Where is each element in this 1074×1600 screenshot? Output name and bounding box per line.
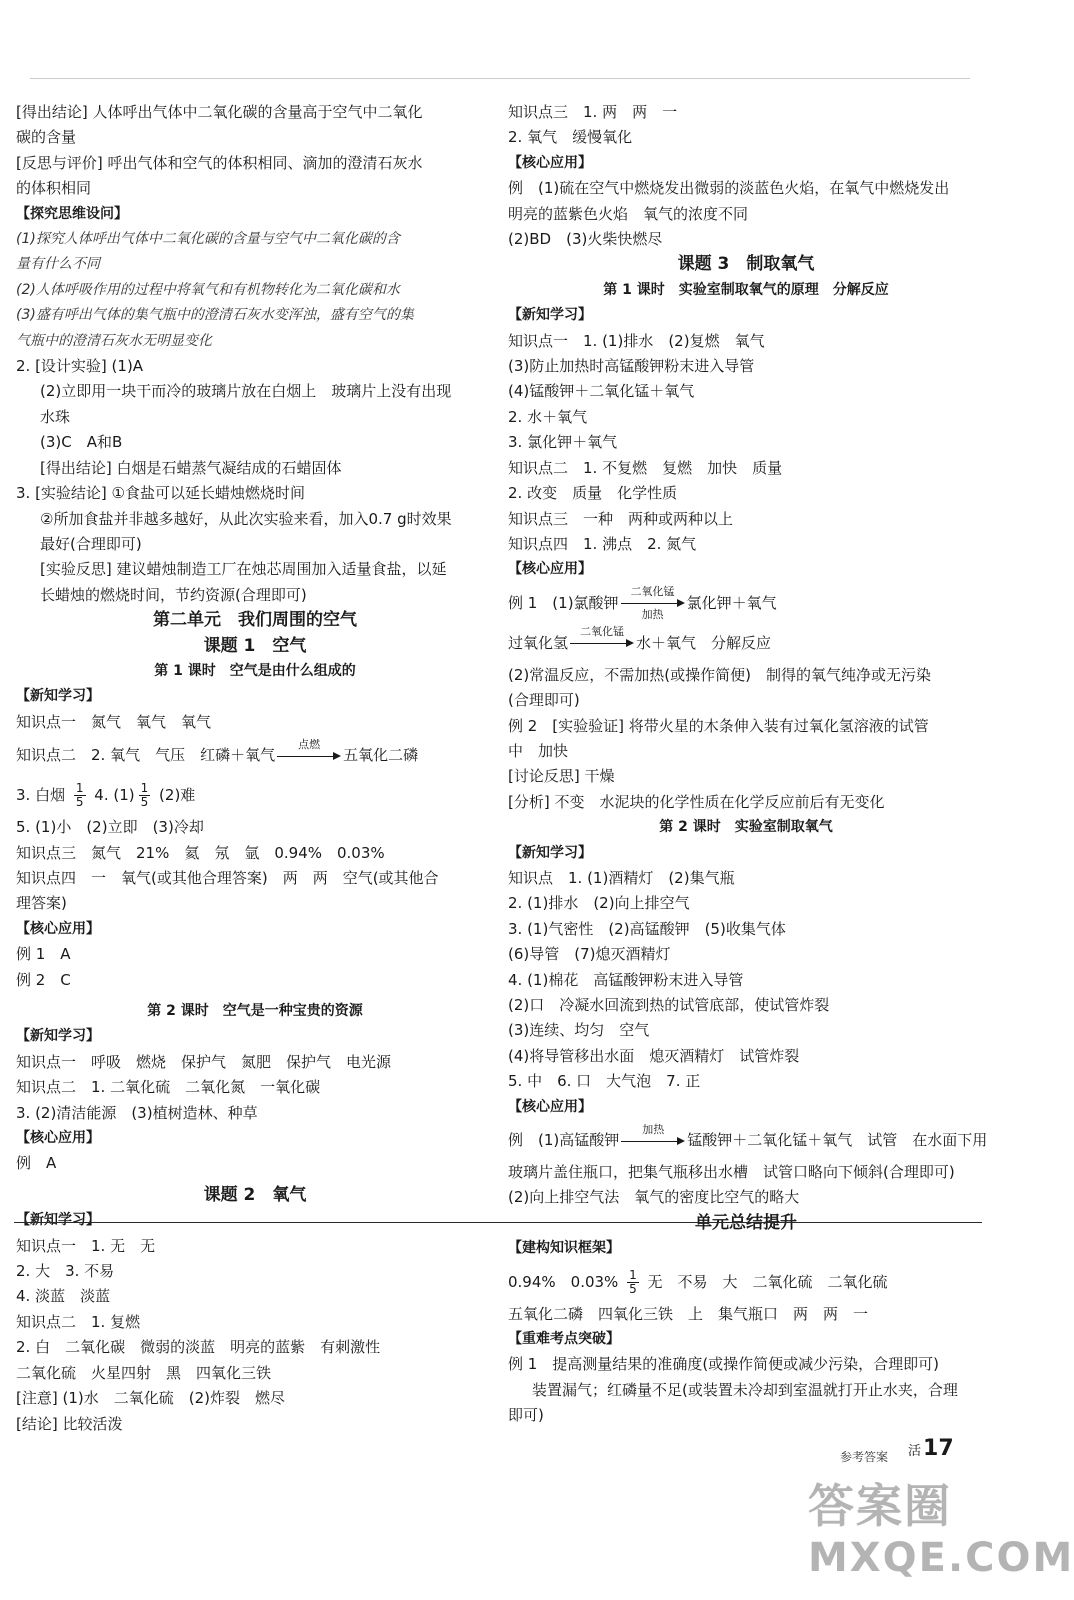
text-line: 知识点三 1. 两 两 一	[508, 103, 678, 121]
text-line: 知识点二 1. 不复燃 复燃 加快 质量	[508, 458, 783, 477]
text-seg: 4. (1)	[94, 786, 135, 805]
text-line: 知识点四 1. 沸点 2. 氮气	[508, 534, 697, 553]
text-line: 2. 改变 质量 化学性质	[508, 484, 678, 503]
section-tag: 【核心应用】	[508, 561, 592, 578]
text-line: 2. 水＋氧气	[508, 407, 588, 426]
section-tag: 【新知学习】	[16, 1028, 100, 1045]
lesson-heading: 第 1 课时 实验室制取氧气的原理 分解反应	[603, 281, 889, 298]
text-line: 装置漏气；红磷量不足(或装置未冷却到室温就打开止水夹，合理	[532, 1380, 958, 1399]
text-line: 5. (1)小 (2)立即 (3)冷却	[16, 818, 204, 837]
text-line: 知识点一 1. (1)排水 (2)复燃 氧气	[508, 331, 765, 350]
text-line: 知识点一 1. 无 无	[16, 1236, 156, 1255]
text-line: 3. 氯化钾＋氧气	[508, 433, 618, 452]
text-line: [得出结论] 白烟是石蜡蒸气凝结成的石蜡固体	[40, 458, 342, 477]
text-line: 二氧化硫 火星四射 黑 四氧化三铁	[16, 1363, 272, 1382]
section-tag: 【新知学习】	[16, 688, 100, 705]
text-line: 知识点三 氮气 21% 氦 氖 氩 0.94% 0.03%	[16, 843, 385, 862]
reaction-arrow	[570, 625, 634, 657]
right-column	[508, 100, 988, 1429]
text-line: 3. (2)清洁能源 (3)植树造林、种草	[16, 1103, 258, 1122]
text-line: 知识点二 1. 复燃	[16, 1312, 141, 1331]
equation-right: 水＋氧气 分解反应	[636, 633, 772, 652]
equation-left: 过氧化氢	[508, 633, 569, 652]
fraction-line	[16, 775, 494, 815]
section-tag: 【核心应用】	[508, 1098, 592, 1115]
watermark-url: MXQE.COM	[808, 1535, 1074, 1581]
watermark-logo	[808, 1478, 1074, 1596]
unit-heading: 第二单元 我们周围的空气	[153, 610, 357, 631]
text-line: (4)锰酸钾＋二氧化锰＋氧气	[508, 382, 695, 401]
equation-left: 例 (1)高锰酸钾	[508, 1131, 620, 1150]
text-line: 2. 大 3. 不易	[16, 1262, 115, 1281]
text-line: 水珠	[40, 407, 71, 426]
text-line: (合理即可)	[508, 691, 580, 710]
section-tag: 【新知学习】	[16, 1212, 100, 1229]
text-line: 明亮的蓝紫色火焰 氧气的浓度不同	[508, 204, 749, 223]
lesson-heading: 第 2 课时 空气是一种宝贵的资源	[147, 1003, 363, 1019]
arrow-condition: 加热	[642, 1122, 665, 1136]
text-line: 玻璃片盖住瓶口，把集气瓶移出水槽 试管口略向下倾斜(合理即可)	[508, 1163, 955, 1182]
page-number-value: 17	[923, 1436, 954, 1461]
text-line: ②所加食盐并非越多越好，从此次实验来看，加入0.7 g时效果	[40, 509, 452, 528]
section-tag: 【建构知识框架】	[508, 1240, 620, 1257]
text-line: 长蜡烛的燃烧时间，节约资源(合理即可)	[40, 585, 307, 604]
section-divider	[14, 1222, 982, 1223]
summary-heading: 单元总结提升	[695, 1212, 797, 1233]
topic-heading: 课题 2 氧气	[203, 1184, 307, 1205]
topic-heading: 课题 3 制取氧气	[677, 254, 815, 275]
equation-right: 氯化钾＋氧气	[686, 593, 777, 612]
text-seg: 0.94% 0.03%	[508, 1272, 619, 1291]
arrow-condition: 二氧化锰	[580, 625, 625, 639]
text-seg: 无 不易 大 二氧化硫 二氧化硫	[647, 1272, 888, 1291]
text-line: 知识点一 氮气 氧气 氧气	[16, 712, 212, 731]
text-line: 即可)	[508, 1406, 544, 1425]
text-line: (3)连续、均匀 空气	[508, 1021, 650, 1040]
text-line: 2. (1)排水 (2)向上排空气	[508, 894, 690, 913]
handwritten-line: 气瓶中的澄清石灰水无明显变化	[16, 332, 212, 349]
text-line: 2. 白 二氧化碳 微弱的淡蓝 明亮的蓝紫 有刺激性	[16, 1338, 381, 1357]
section-tag: 【新知学习】	[508, 307, 592, 324]
text-line: 最好(合理即可)	[40, 534, 142, 553]
page-prefix: 活	[908, 1444, 922, 1459]
text-line: 理答案)	[16, 894, 67, 913]
handwritten-line: (1)探究人体呼出气体中二氧化碳的含量与空气中二氧化碳的含	[16, 231, 400, 248]
section-tag: 【新知学习】	[508, 844, 592, 861]
page-number	[908, 1436, 954, 1461]
text-seg: (2)难	[159, 786, 196, 805]
text-line: (2)BD (3)火柴快燃尽	[508, 230, 663, 249]
text-line: 3. (1)气密性 (2)高锰酸钾 (5)收集气体	[508, 919, 786, 938]
fraction-line	[508, 1262, 984, 1302]
section-tag: 【核心应用】	[16, 920, 100, 937]
text-line: 五氧化二磷 四氧化三铁 上 集气瓶口 两 两 一	[508, 1304, 869, 1323]
topic-heading: 课题 1 空气	[203, 635, 307, 656]
text-line: 例 A	[16, 1154, 57, 1173]
equation-line	[16, 735, 494, 775]
text-line: 例 2 [实验验证] 将带火星的木条伸入装有过氧化氢溶液的试管	[508, 716, 929, 735]
lesson-heading: 第 2 课时 实验室制取氧气	[659, 819, 833, 836]
equation-right: 五氧化二磷	[343, 746, 419, 765]
text-line: [反思与评价] 呼出气体和空气的体积相同、滴加的澄清石灰水	[16, 153, 423, 172]
equation-line	[508, 1120, 988, 1160]
arrow-condition: 二氧化锰	[630, 585, 675, 599]
text-line: (2)立即用一块干而冷的玻璃片放在白烟上 玻璃片上没有出现	[40, 382, 452, 401]
text-line: (4)将导管移出水面 熄灭酒精灯 试管炸裂	[508, 1046, 800, 1065]
section-tag: 【重难考点突破】	[508, 1331, 620, 1348]
lesson-heading: 第 1 课时 空气是由什么组成的	[154, 662, 356, 679]
left-column	[16, 100, 494, 1437]
text-line: (2)常温反应，不需加热(或操作简便) 制得的氧气纯净或无污染	[508, 665, 931, 684]
text-line: 知识点 1. (1)酒精灯 (2)集气瓶	[508, 868, 735, 887]
text-line: 例 1 A	[16, 945, 71, 964]
text-line: (3)C A和B	[40, 433, 123, 452]
text-line: [分析] 不变 水泥块的化学性质在化学反应前后有无变化	[508, 792, 885, 811]
reaction-arrow	[621, 1122, 685, 1155]
fraction: $\frac{1}{5}$	[140, 781, 149, 810]
arrow-condition: 点燃	[298, 737, 321, 751]
text-line: 例 1 提高测量结果的准确度(或操作简便或减少污染，合理即可)	[508, 1355, 940, 1374]
section-tag: 【探究思维设问】	[16, 205, 128, 222]
equation-left: 知识点二 2. 氧气 气压 红磷＋氧气	[16, 746, 276, 765]
text-line: 碳的含量	[16, 128, 77, 147]
equation-line	[508, 583, 984, 623]
handwritten-line: 量有什么不同	[16, 256, 100, 273]
text-line: 例 (1)硫在空气中燃烧发出微弱的淡蓝色火焰，在氧气中燃烧发出	[508, 179, 950, 198]
text-line: 知识点一 呼吸 燃烧 保护气 氮肥 保护气 电光源	[16, 1052, 392, 1071]
text-seg: 3. 白烟	[16, 786, 66, 805]
text-line: 中 加快	[508, 741, 569, 760]
text-line: 2. [设计实验] (1)A	[16, 357, 144, 376]
text-line: (2)口 冷凝水回流到热的试管底部，使试管炸裂	[508, 996, 830, 1014]
section-tag: 【核心应用】	[16, 1130, 100, 1147]
text-line: 的体积相同	[16, 179, 92, 198]
fraction: $\frac{1}{5}$	[629, 1267, 637, 1296]
fraction: $\frac{1}{5}$	[75, 781, 84, 810]
text-line: 4. 淡蓝 淡蓝	[16, 1287, 111, 1306]
text-line: [实验反思] 建议蜡烛制造工厂在烛芯周围加入适量食盐，以延	[40, 560, 447, 579]
section-tag: 【核心应用】	[508, 154, 592, 171]
text-line: [注意] (1)水 二氧化硫 (2)炸裂 燃尽	[16, 1389, 285, 1408]
watermark-text: 答案圈	[808, 1479, 952, 1533]
arrow-condition: 加热	[641, 608, 664, 622]
text-line: [得出结论] 人体呼出气体中二氧化碳的含量高于空气中二氧化	[16, 103, 423, 121]
text-line: 例 2 C	[16, 970, 71, 989]
handwritten-line: (3)盛有呼出气体的集气瓶中的澄清石灰水变浑浊，盛有空气的集	[16, 307, 414, 324]
text-line: (2)向上排空气法 氧气的密度比空气的略大	[508, 1188, 800, 1207]
text-line: 知识点四 一 氧气(或其他合理答案) 两 两 空气(或其他合	[16, 868, 439, 887]
equation-line	[508, 623, 984, 663]
top-rule	[30, 78, 970, 79]
text-line: 3. [实验结论] ①食盐可以延长蜡烛燃烧时间	[16, 484, 306, 503]
reaction-arrow	[277, 737, 341, 770]
handwritten-line: (2)人体呼吸作用的过程中将氧气和有机物转化为二氧化碳和水	[16, 281, 400, 298]
text-line: (3)防止加热时高锰酸钾粉末进入导管	[508, 357, 755, 376]
equation-left: 例 1 (1)氯酸钾	[508, 593, 619, 612]
reaction-arrow	[621, 585, 685, 622]
text-line: 4. (1)棉花 高锰酸钾粉末进入导管	[508, 970, 744, 989]
text-line: 知识点三 一种 两种或两种以上	[508, 509, 734, 528]
text-line: [结论] 比较活泼	[16, 1414, 123, 1433]
equation-right: 锰酸钾＋二氧化锰＋氧气 试管 在水面下用	[687, 1131, 988, 1150]
text-line: 5. 中 6. 口 大气泡 7. 正	[508, 1072, 701, 1091]
text-line: [讨论反思] 干燥	[508, 767, 615, 786]
text-line: (6)导管 (7)熄灭酒精灯	[508, 945, 671, 964]
text-line: 知识点二 1. 二氧化硫 二氧化氮 一氧化碳	[16, 1078, 321, 1097]
footer-label: 参考答案	[840, 1450, 889, 1464]
text-line: 2. 氧气 缓慢氧化	[508, 128, 633, 147]
